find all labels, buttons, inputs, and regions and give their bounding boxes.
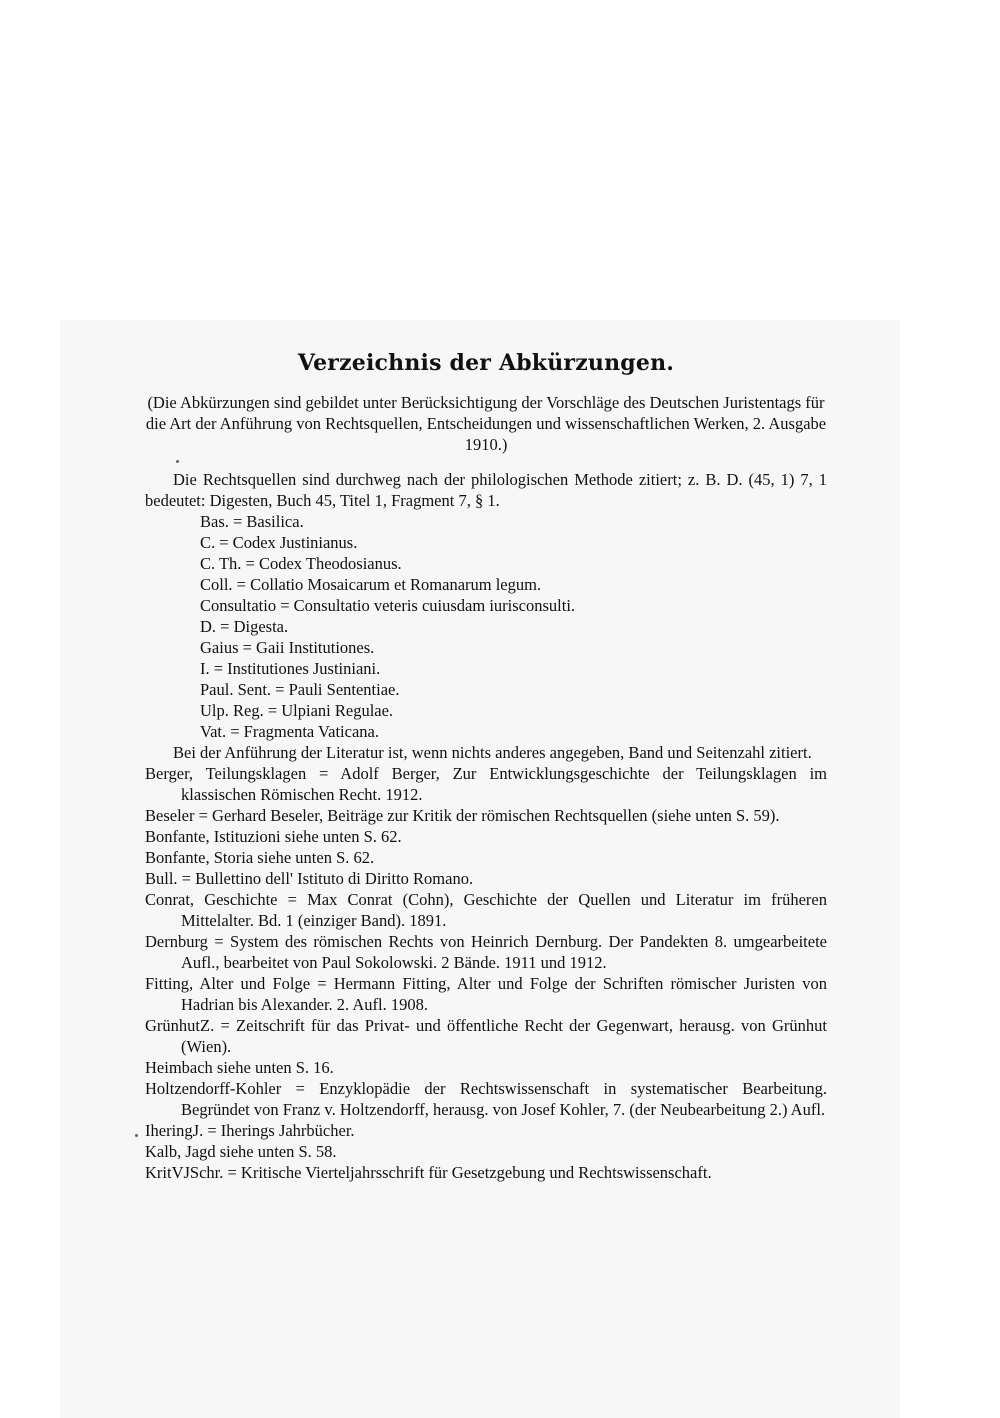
source-item: Ulp. Reg. = Ulpiani Regulae.: [200, 701, 394, 720]
source-item: C. = Codex Justinianus.: [200, 533, 358, 552]
list-item: Holtzendorff-Kohler = Enzyklopädie der Rechtswissenschaft in systematischer Bearbeitung. Begründet von Franz v. Holtzendorff, herausg. von Josef Kohler, 7. (der Neubearbeitung 2.) Aufl.: [145, 1079, 827, 1119]
document-body: [145, 348, 827, 1183]
list-item: Heimbach siehe unten S. 16.: [145, 1058, 334, 1077]
list-item: GrünhutZ. = Zeitschrift für das Privat- und öffentliche Recht der Gegenwart, herausg. von Grünhut (Wien).: [145, 1016, 827, 1056]
literature-abbreviation-list: [145, 763, 827, 1183]
sources-paragraph: Die Rechtsquellen sind durchweg nach der philologischen Methode zitiert; z. B. D. (45, 1) 7, 1 bedeutet: Digesten, Buch 45, Titel 1, Fragment 7, § 1.: [145, 470, 827, 510]
intro-note: (Die Abkürzungen sind gebildet unter Berücksichtigung der Vorschläge des Deutschen Juristentags für die Art der Anführung von Rechtsquellen, Entscheidungen und wissenschaftlichen Werken, 2. Ausgabe 1910.): [145, 393, 827, 454]
source-item: Vat. = Fragmenta Vaticana.: [200, 722, 379, 741]
page-title: Verzeichnis der Abkürzungen.: [297, 350, 675, 376]
source-item: Bas. = Basilica.: [200, 512, 304, 531]
list-item: IheringJ. = Iherings Jahrbücher.: [145, 1121, 355, 1140]
list-item: Bonfante, Storia siehe unten S. 62.: [145, 848, 375, 867]
list-item: Conrat, Geschichte = Max Conrat (Cohn), Geschichte der Quellen und Literatur im früheren Mittelalter. Bd. 1 (einziger Band). 1891.: [145, 890, 827, 930]
list-item: Berger, Teilungsklagen = Adolf Berger, Zur Entwicklungsgeschichte der Teilungsklagen im klassischen Römischen Recht. 1912.: [145, 764, 827, 804]
list-item: Bull. = Bullettino dell' Istituto di Diritto Romano.: [145, 869, 474, 888]
list-item: Dernburg = System des römischen Rechts von Heinrich Dernburg. Der Pandekten 8. umgearbeitete Aufl., bearbeitet von Paul Sokolowski. 2 Bände. 1911 und 1912.: [145, 932, 827, 972]
source-abbreviation-list: [145, 511, 827, 742]
source-item: Paul. Sent. = Pauli Sententiae.: [200, 680, 400, 699]
source-item: Consultatio = Consultatio veteris cuiusdam iurisconsulti.: [200, 596, 576, 615]
list-item: Bonfante, Istituzioni siehe unten S. 62.: [145, 827, 402, 846]
list-item: Fitting, Alter und Folge = Hermann Fitting, Alter und Folge der Schriften römischer Juristen von Hadrian bis Alexander. 2. Aufl. 1908.: [145, 974, 827, 1014]
list-item: Beseler = Gerhard Beseler, Beiträge zur Kritik der römischen Rechtsquellen (siehe unten S. 59).: [145, 806, 780, 825]
margin-mark: [135, 1134, 138, 1137]
list-item: Kalb, Jagd siehe unten S. 58.: [145, 1142, 337, 1161]
literature-paragraph: Bei der Anführung der Literatur ist, wenn nichts anderes angegeben, Band und Seitenzahl zitiert.: [173, 743, 812, 762]
list-item: KritVJSchr. = Kritische Vierteljahrsschrift für Gesetzgebung und Rechtswissenschaft.: [145, 1163, 712, 1182]
source-item: Coll. = Collatio Mosaicarum et Romanarum legum.: [200, 575, 542, 594]
source-item: C. Th. = Codex Theodosianus.: [200, 554, 402, 573]
source-item: I. = Institutiones Justiniani.: [200, 659, 381, 678]
source-item: D. = Digesta.: [200, 617, 289, 636]
source-item: Gaius = Gaii Institutiones.: [200, 638, 375, 657]
